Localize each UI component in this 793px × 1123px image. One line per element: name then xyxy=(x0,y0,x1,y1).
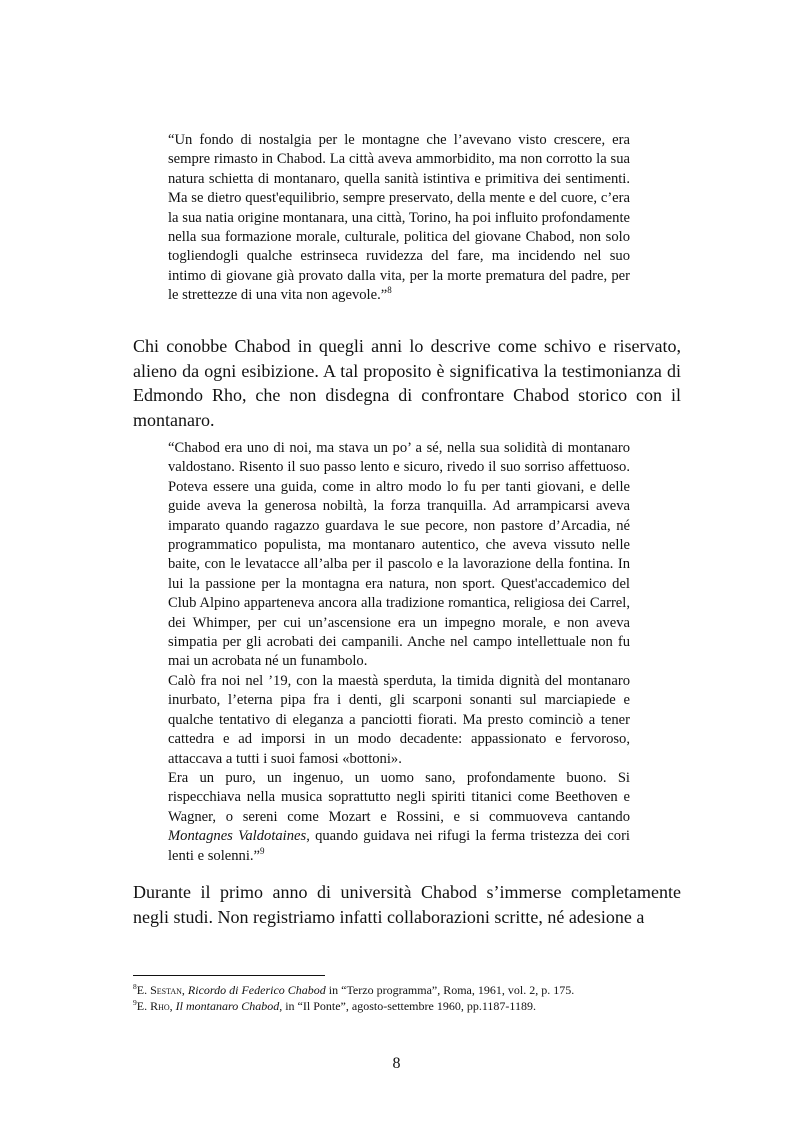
footnotes xyxy=(133,982,693,1014)
page-number: 8 xyxy=(392,1055,401,1072)
quote-sestan-text: “Un fondo di nostalgia per le montagne che l’avevano visto crescere, era sempre rimasto in Chabod. La città aveva ammorbidito, ma non corrotto la sua natura schietta di montanaro, quella sanità istintiva e primitiva dei sentimenti. Ma se dietro quest'equilibrio, sempre preservato, della mente e del cuore, c’era la sua natia origine montanara, una città, Torino, ha poi influito profondamente nella sua formazione morale, culturale, politica del giovane Chabod, non solo togliendogli qualche estrinseca ruvidezza del fare, ma incidendo nel suo intimo di giovane già provato dalla vita, per la morte prematura del padre, per le strettezze di una vita non agevole.” xyxy=(168,132,630,304)
footnote-ref-8[interactable]: 8 xyxy=(387,285,392,296)
footnote-9: $^9$E. Rho, Il montanaro Chabod, in “Il Ponte”, agosto-settembre 1960, pp.1187-1189. xyxy=(133,998,536,1013)
block-quote-sestan xyxy=(168,131,630,306)
paragraph-chabod-description: Chi conobbe Chabod in quegli anni lo descrive come schivo e riservato, alieno da ogni esibizione. A tal proposito è significativa la testimonianza di Edmondo Rho, che non disdegna di confrontare Chabod storico con il montanaro. xyxy=(133,336,681,430)
paragraph-university-year: Durante il primo anno di università Chabod s’immerse completamente negli studi. Non registriamo infatti collaborazioni scritte, né adesione a xyxy=(133,882,681,927)
footnote-separator xyxy=(133,975,325,976)
quote-rho-song-title: Montagnes Valdotaines xyxy=(168,828,307,845)
footnote-ref-9[interactable]: 9 xyxy=(260,845,265,856)
quote-rho-paragraph-1: “Chabod era uno di noi, ma stava un po’ a sé, nella sua solidità di montanaro valdostano. Risento il suo passo lento e sicuro, rivedo il suo sorriso affettuoso. Poteva essere una guida, come in altro modo lo fu per tanti giovani, e delle guide aveva la generosa nobiltà, la forza tranquilla. Ad arrampicarsi aveva imparato quando ragazzo guardava le sue pecore, non pastore d’Arcadia, né programmatico populista, ma montanaro autentico, che aveva vissuto nelle baite, con le levatacce all’alba per il pascolo e la lavorazione della fontina. In lui la passione per la montagna era natura, non sport. Quest'accademico del Club Alpino apparteneva ancora alla tradizione romantica, religiosa dei Carrel, dei Whimper, per cui un’ascensione era un impegno morale, e non aveva simpatia per gli acrobati dei campanili. Anche nel campo intellettuale non fu mai un acrobata né un funambolo. xyxy=(168,440,630,670)
quote-rho-paragraph-3: Era un puro, un ingenuo, un uomo sano, profondamente buono. Si rispecchiava nella musica soprattutto negli spiriti titanici come Beethoven e Wagner, o sereni come Mozart e Rossini, e si commuoveva cantando Montagnes Valdotaines, quando guidava nei rifugi la ferma tristezza dei cori lenti e solenni.”$^9$ xyxy=(168,769,630,864)
quote-rho-paragraph-2: Calò fra noi nel ’19, con la maestà sperduta, la timida dignità del montanaro inurbato, l’eterna pipa fra i denti, gli scarponi sonanti sul marciapiede e qualche tentativo di eleganza a panciotti fiorati. Ma presto cominciò a tener cattedra e ad imporsi in un modo decadente: appassionato e fervoroso, attaccava a tutti i suoi famosi «bottoni». xyxy=(168,672,630,767)
footnote-8: $^8$E. Sestan, Ricordo di Federico Chabod in “Terzo programma”, Roma, 1961, vol. 2, p. 175. xyxy=(133,982,575,997)
block-quote-rho xyxy=(168,439,630,866)
